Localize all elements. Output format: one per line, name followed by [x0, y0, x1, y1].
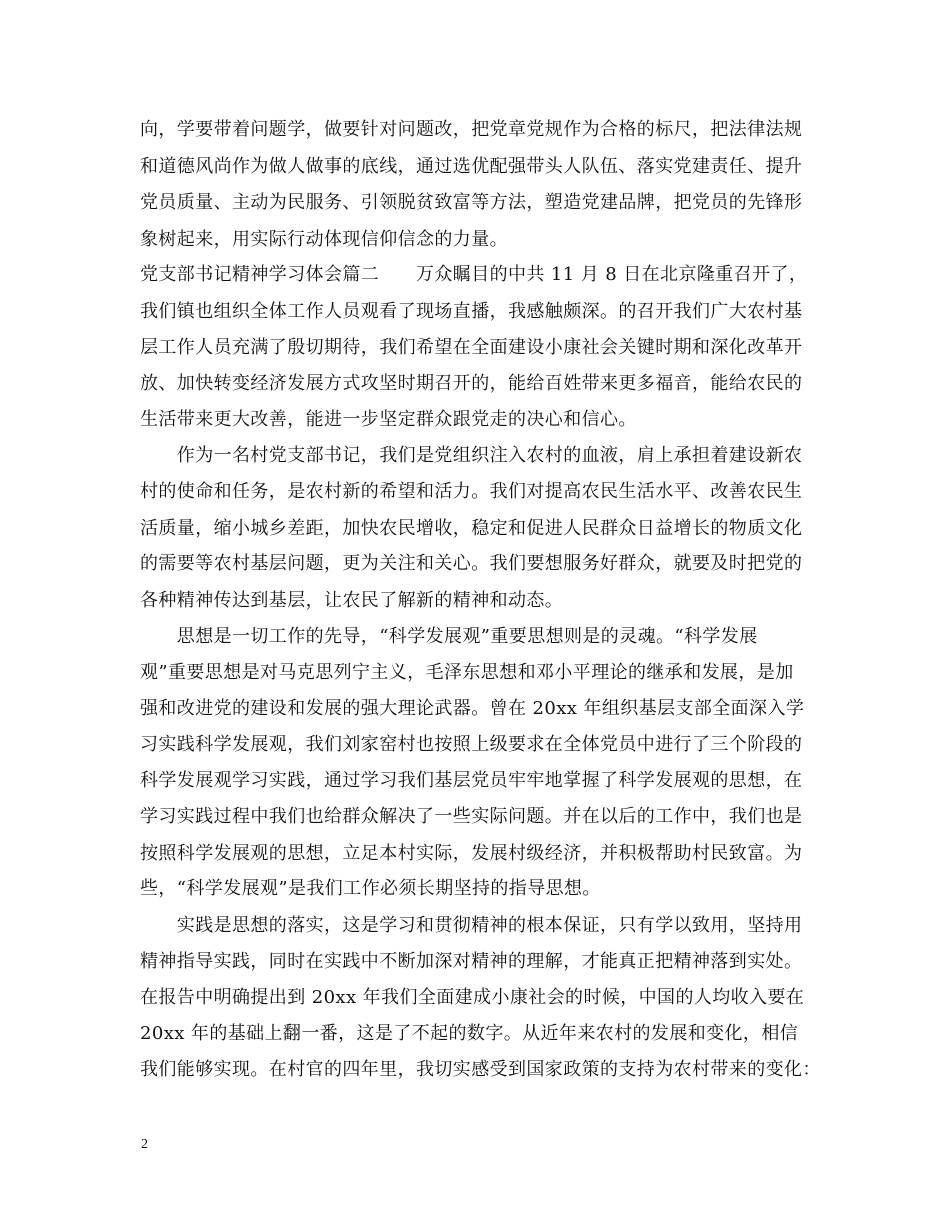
text-line: 党支部书记精神学习体会篇二 万众瞩目的中共 11 月 8 日在北京隆重召开了，: [140, 264, 808, 285]
text-line: 象树起来，用实际行动体现信仰信念的力量。: [140, 229, 508, 250]
text-line: 层工作人员充满了殷切期待，我们希望在全面建设小康社会关键时期和深化改革开: [140, 337, 803, 358]
text-line: 些，“科学发展观”是我们工作必须长期坚持的指导思想。: [140, 878, 601, 899]
text-line: 在报告中明确提出到 20xx 年我们全面建成小康社会的时候，中国的人均收入要在: [140, 987, 805, 1008]
text-line: 放、加快转变经济发展方式攻坚时期召开的，能给百姓带来更多福音，能给农民的: [140, 373, 803, 394]
text-line: 科学发展观学习实践，通过学习我们基层党员牢牢地掌握了科学发展观的思想，在: [140, 770, 803, 791]
text-line: 和道德风尚作为做人做事的底线，通过选优配强带头人队伍、落实党建责任、提升: [140, 156, 803, 177]
text-line: 党员质量、主动为民服务、引领脱贫致富等方法，塑造党建品牌，把党员的先锋形: [140, 192, 803, 213]
text-line: 思想是一切工作的先导，“科学发展观”重要思想则是的灵魂。“科学发展: [140, 626, 758, 647]
text-line: 我们能够实现。在村官的四年里，我切实感受到国家政策的支持为农村带来的变化：: [140, 1059, 821, 1080]
text-line: 作为一名村党支部书记，我们是党组织注入农村的血液，肩上承担着建设新农: [140, 445, 803, 466]
text-line: 我们镇也组织全体工作人员观看了现场直播，我感触颇深。的召开我们广大农村基: [140, 301, 803, 322]
text-line: 的需要等农村基层问题，更为关注和关心。我们要想服务好群众，就要及时把党的: [140, 553, 803, 574]
text-line: 活质量，缩小城乡差距，加快农民增收，稳定和促进人民群众日益增长的物质文化: [140, 518, 803, 539]
text-line: 生活带来更大改善，能进一步坚定群众跟党走的决心和信心。: [140, 409, 637, 430]
text-line: 学习实践过程中我们也给群众解决了一些实际问题。并在以后的工作中，我们也是: [140, 806, 803, 827]
text-line: 实践是思想的落实，这是学习和贯彻精神的根本保证，只有学以致用，坚持用: [140, 915, 803, 936]
text-line: 村的使命和任务，是农村新的希望和活力。我们对提高农民生活水平、改善农民生: [140, 481, 803, 502]
text-line: 精神指导实践，同时在实践中不断加深对精神的理解，才能真正把精神落到实处。: [140, 951, 803, 972]
text-line: 按照科学发展观的思想，立足本村实际，发展村级经济，并积极帮助村民致富。为: [140, 843, 803, 864]
text-line: 强和改进党的建设和发展的强大理论武器。曾在 20xx 年组织基层支部全面深入学: [140, 698, 805, 719]
text-line: 习实践科学发展观，我们刘家窑村也按照上级要求在全体党员中进行了三个阶段的: [140, 734, 803, 755]
page-number: 2: [141, 1137, 148, 1152]
text-line: 20xx 年的基础上翻一番，这是了不起的数字。从近年来农村的发展和变化，相信: [140, 1023, 799, 1044]
text-line: 各种精神传达到基层，让农民了解新的精神和动态。: [140, 590, 564, 611]
text-line: 向，学要带着问题学，做要针对问题改，把党章党规作为合格的标尺，把法律法规: [140, 119, 803, 140]
text-line: 观”重要思想是对马克思列宁主义，毛泽东思想和邓小平理论的继承和发展，是加: [140, 662, 794, 683]
